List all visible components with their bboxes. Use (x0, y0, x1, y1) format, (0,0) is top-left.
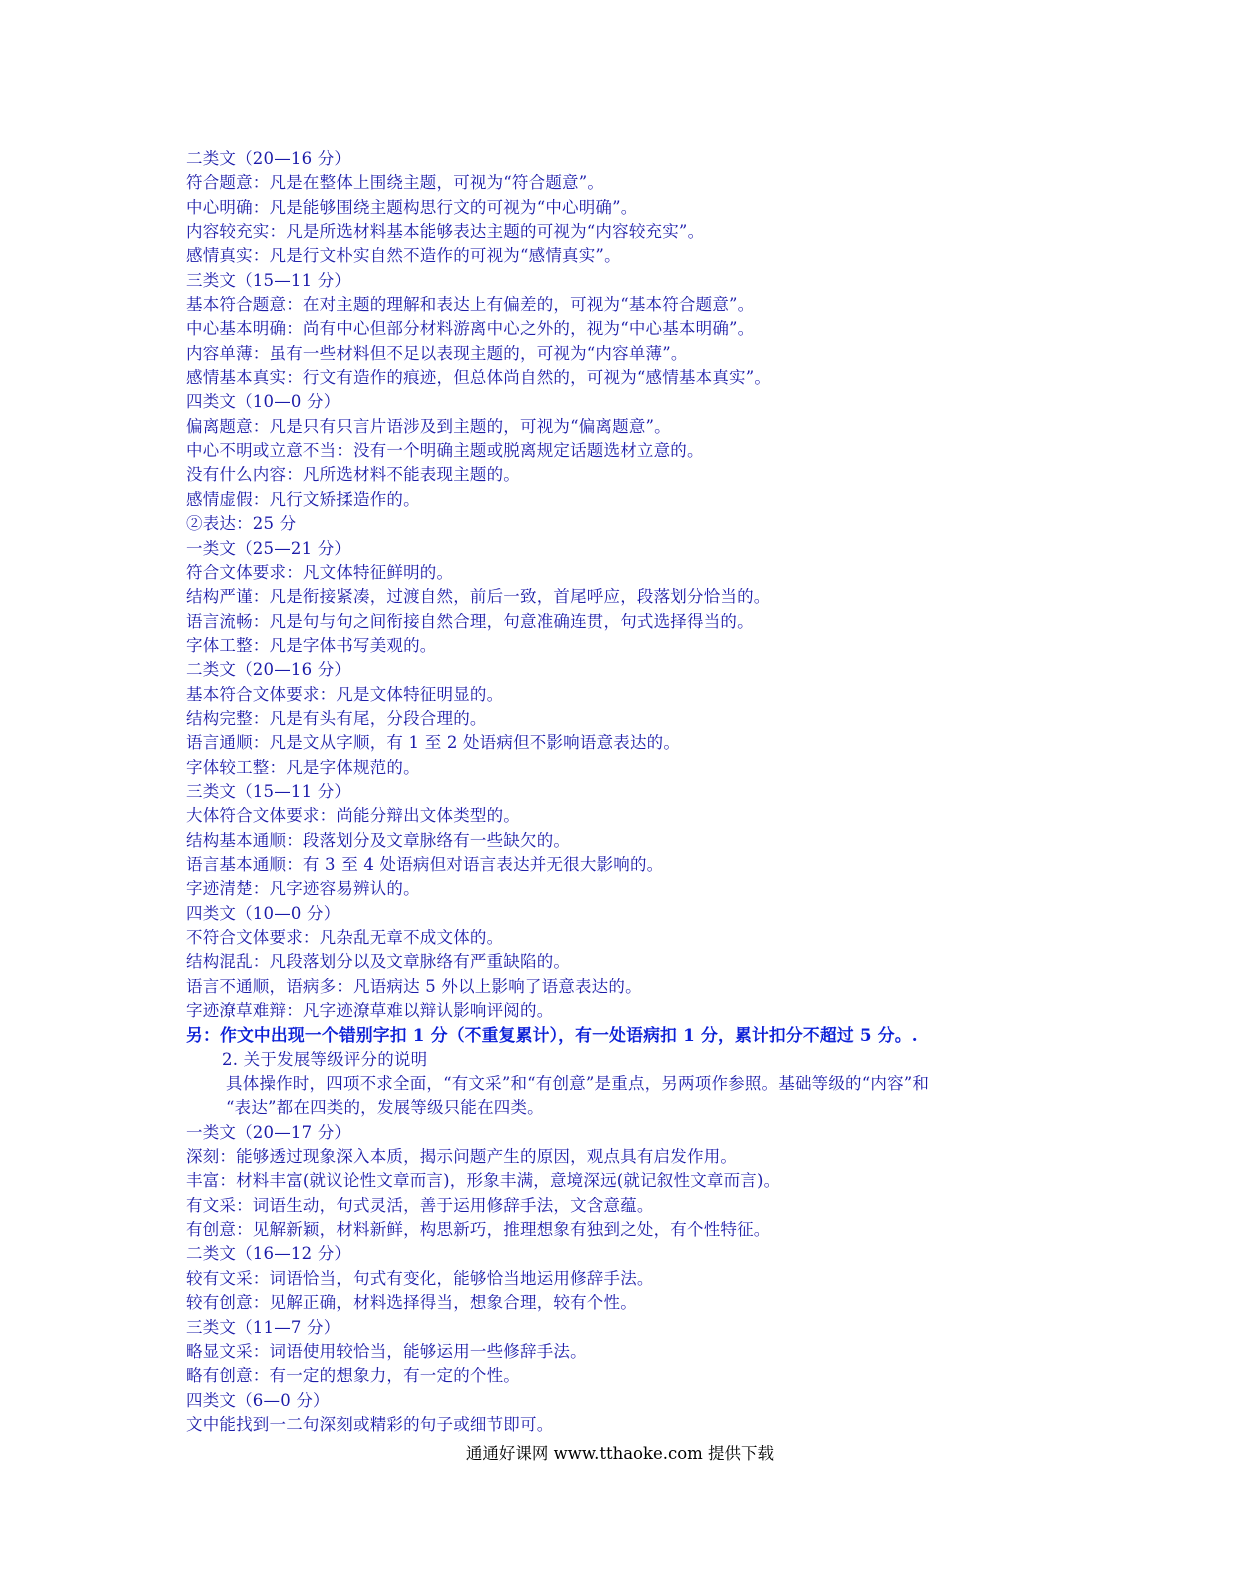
text-line: 基本符合题意：在对主题的理解和表达上有偏差的，可视为“基本符合题意”。 (186, 295, 755, 315)
text-line: 字迹潦草难辩：凡字迹潦草难以辩认影响评阅的。 (186, 1001, 554, 1021)
text-line: 较有文采：词语恰当，句式有变化，能够恰当地运用修辞手法。 (186, 1268, 654, 1288)
text-line: 大体符合文体要求：尚能分辩出文体类型的。 (186, 806, 520, 826)
text-line: 文中能找到一二句深刻或精彩的句子或细节即可。 (186, 1414, 554, 1434)
text-line: 符合文体要求：凡文体特征鲜明的。 (186, 562, 454, 582)
text-line: 内容较充实：凡是所选材料基本能够表达主题的可视为“内容较充实”。 (186, 222, 705, 242)
text-line: 一类文（25—21 分） (186, 538, 352, 558)
text-line: 语言通顺：凡是文从字顺，有 1 至 2 处语病但不影响语意表达的。 (186, 733, 681, 753)
text-line: 二类文（20—16 分） (186, 660, 352, 680)
text-line: 结构混乱：凡段落划分以及文章脉络有严重缺陷的。 (186, 952, 571, 972)
text-line: 中心不明或立意不当：没有一个明确主题或脱离规定话题选材立意的。 (186, 441, 704, 461)
text-line: 字迹清楚：凡字迹容易辨认的。 (186, 879, 420, 899)
text-line: ②表达：25 分 (186, 514, 297, 534)
text-line: 三类文（11—7 分） (186, 1317, 341, 1337)
text-line: 语言不通顺，语病多：凡语病达 5 外以上影响了语意表达的。 (186, 976, 642, 996)
text-line: 四类文（10—0 分） (186, 392, 341, 412)
deduction-note: 另：作文中出现一个错别字扣 1 分（不重复累计），有一处语病扣 1 分，累计扣分不超过 5 分。. (186, 1025, 918, 1046)
text-line: 感情真实：凡是行文朴实自然不造作的可视为“感情真实”。 (186, 246, 621, 266)
text-line: 深刻：能够透过现象深入本质，揭示问题产生的原因，观点具有启发作用。 (186, 1147, 738, 1167)
text-line: 2. 关于发展等级评分的说明 (222, 1049, 428, 1069)
text-line: 感情基本真实：行文有造作的痕迹，但总体尚自然的，可视为“感情基本真实”。 (186, 368, 772, 388)
text-line: 丰富：材料丰富(就议论性文章而言)，形象丰满，意境深远(就记叙性文章而言)。 (186, 1171, 781, 1191)
text-line: 中心明确：凡是能够围绕主题构思行文的可视为“中心明确”。 (186, 197, 638, 217)
text-line: 有文采：词语生动，句式灵活，善于运用修辞手法，文含意蕴。 (186, 1195, 654, 1215)
text-line: 结构完整：凡是有头有尾，分段合理的。 (186, 708, 487, 728)
text-line: 偏离题意：凡是只有只言片语涉及到主题的，可视为“偏离题意”。 (186, 416, 671, 436)
text-line: 有创意：见解新颖，材料新鲜，构思新巧，推理想象有独到之处，有个性特征。 (186, 1220, 771, 1240)
text-line: 具体操作时，四项不求全面，“有文采”和“有创意”是重点，另两项作参照。基础等级的“内容”和 (226, 1074, 930, 1094)
text-line: 感情虚假：凡行文矫揉造作的。 (186, 489, 420, 509)
text-line: 四类文（6—0 分） (186, 1390, 330, 1410)
text-line: 中心基本明确：尚有中心但部分材料游离中心之外的，视为“中心基本明确”。 (186, 319, 755, 339)
text-line: 语言流畅：凡是句与句之间衔接自然合理，句意准确连贯，句式选择得当的。 (186, 611, 754, 631)
text-line: 字体较工整：凡是字体规范的。 (186, 757, 420, 777)
text-line: 符合题意：凡是在整体上围绕主题，可视为“符合题意”。 (186, 173, 605, 193)
text-line: 四类文（10—0 分） (186, 903, 341, 923)
document-body (186, 147, 1066, 1437)
text-line: 二类文（16—12 分） (186, 1244, 352, 1264)
text-line: 没有什么内容：凡所选材料不能表现主题的。 (186, 465, 520, 485)
text-line: 结构严谨：凡是衔接紧凑，过渡自然，前后一致，首尾呼应，段落划分恰当的。 (186, 587, 771, 607)
page-footer: 通通好课网 www.tthaoke.com 提供下载 (465, 1444, 775, 1463)
text-line: 三类文（15—11 分） (186, 781, 352, 801)
text-line: 较有创意：见解正确，材料选择得当，想象合理，较有个性。 (186, 1293, 637, 1313)
text-line: 略有创意：有一定的想象力，有一定的个性。 (186, 1366, 520, 1386)
text-line: 结构基本通顺：段落划分及文章脉络有一些缺欠的。 (186, 830, 571, 850)
text-line: 略显文采：词语使用较恰当，能够运用一些修辞手法。 (186, 1341, 587, 1361)
text-line: 内容单薄：虽有一些材料但不足以表现主题的，可视为“内容单薄”。 (186, 343, 688, 363)
text-line: 不符合文体要求：凡杂乱无章不成文体的。 (186, 928, 504, 947)
text-line: 字体工整：凡是字体书写美观的。 (186, 635, 437, 655)
text-line: 基本符合文体要求：凡是文体特征明显的。 (186, 684, 504, 704)
text-line: 一类文（20—17 分） (186, 1122, 352, 1142)
text-line: 二类文（20—16 分） (186, 149, 352, 168)
text-line: “表达”都在四类的，发展等级只能在四类。 (226, 1098, 544, 1118)
text-line: 三类文（15—11 分） (186, 270, 352, 290)
text-line: 语言基本通顺：有 3 至 4 处语病但对语言表达并无很大影响的。 (186, 854, 664, 874)
